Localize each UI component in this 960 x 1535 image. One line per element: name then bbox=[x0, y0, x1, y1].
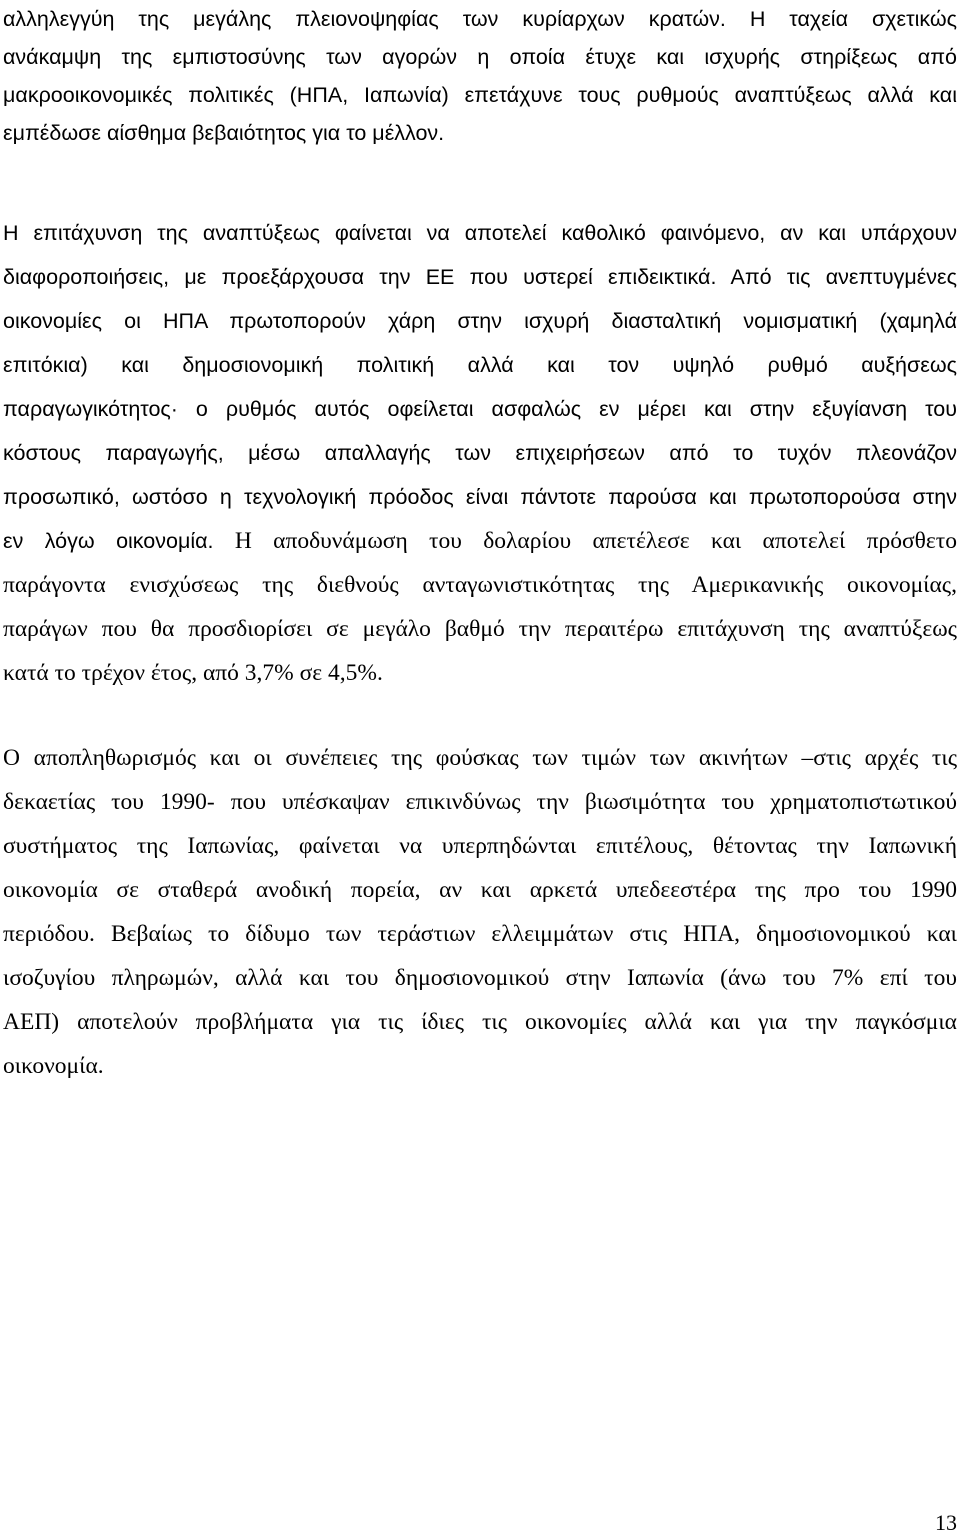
text-segment: Η αποδυνάμωση του δολαρίου απετέλεσε και αποτελεί πρόσθετο bbox=[234, 528, 957, 554]
page-number: 13 bbox=[935, 1510, 957, 1535]
text-line: εμπέδωσε αίσθημα βεβαιότητος για το μέλλον. bbox=[3, 121, 445, 145]
text-line: οικονομία σε σταθερά ανοδική πορεία, αν και αρκετά υπεδεεστέρα της προ του 1990 bbox=[3, 877, 957, 903]
text-line: ισοζυγίου πληρωμών, αλλά και του δημοσιονομικού στην Ιαπωνία (άνω του 7% επί του bbox=[3, 965, 957, 991]
text-line: συστήματος της Ιαπωνίας, φαίνεται να υπερπηδώνται επιτέλους, θέτοντας την Ιαπωνική bbox=[3, 833, 957, 859]
text-line: κόστους παραγωγής, μέσω απαλλαγής των επιχειρήσεων από το τυχόν πλεονάζον bbox=[3, 441, 957, 465]
text-line: επιτόκια) και δημοσιονομική πολιτική αλλά και τον υψηλό ρυθμό αυξήσεως bbox=[3, 353, 957, 377]
text-line: ΑΕΠ) αποτελούν προβλήματα για τις ίδιες τις οικονομίες αλλά και για την παγκόσμια bbox=[3, 1009, 957, 1035]
text-line: Η επιτάχυνση της αναπτύξεως φαίνεται να αποτελεί καθολικό φαινόμενο, αν και υπάρχουν bbox=[3, 221, 957, 245]
paragraph-1 bbox=[3, 0, 957, 152]
text-line: παραγωγικότητος· ο ρυθμός αυτός οφείλεται ασφαλώς εν μέρει και στην εξυγίανση του bbox=[3, 397, 957, 421]
text-line: διαφοροποιήσεις, με προεξάρχουσα την ΕΕ που υστερεί επιδεικτικά. Από τις ανεπτυγμένες bbox=[3, 265, 957, 289]
text-line: οικονομίες οι ΗΠΑ πρωτοπορούν χάρη στην ισχυρή διασταλτική νομισματική (χαμηλά bbox=[3, 309, 957, 333]
text-line: Ο αποπληθωρισμός και οι συνέπειες της φούσκας των τιμών των ακινήτων –στις αρχές τις bbox=[3, 745, 957, 771]
text-line: κατά το τρέχον έτος, από 3,7% σε 4,5%. bbox=[3, 660, 383, 686]
text-line: περιόδου. Βεβαίως το δίδυμο των τεράστιων ελλειμμάτων στις ΗΠΑ, δημοσιονομικού και bbox=[3, 921, 957, 947]
text-line: μακροοικονομικές πολιτικές (ΗΠΑ, Ιαπωνία) επετάχυνε τους ρυθμούς αναπτύξεως αλλά και bbox=[3, 83, 957, 107]
text-segment: εν λόγω οικονομία. bbox=[3, 529, 214, 553]
paragraph-2 bbox=[3, 211, 957, 695]
text-line: δεκαετίας του 1990- που υπέσκαψαν επικινδύνως την βιωσιμότητα του χρηματοπιστωτικού bbox=[3, 789, 957, 815]
text-line: προσωπικό, ωστόσο η τεχνολογική πρόοδος είναι πάντοτε παρούσα και πρωτοπορούσα στην bbox=[3, 485, 957, 509]
text-line: αλληλεγγύη της μεγάλης πλειονοψηφίας των κυρίαρχων κρατών. Η ταχεία σχετικώς bbox=[3, 7, 957, 31]
paragraph-3 bbox=[3, 736, 957, 1088]
text-line: ανάκαμψη της εμπιστοσύνης των αγορών η οποία έτυχε και ισχυρής στηρίξεως από bbox=[3, 45, 957, 69]
text-line: παράγων που θα προσδιορίσει σε μεγάλο βαθμό την περαιτέρω επιτάχυνση της αναπτύξεως bbox=[3, 616, 957, 642]
text-line bbox=[3, 519, 957, 563]
text-line: οικονομία. bbox=[3, 1053, 104, 1079]
text-line: παράγοντα ενισχύσεως της διεθνούς ανταγωνιστικότητας της Αμερικανικής οικονομίας, bbox=[3, 572, 957, 598]
